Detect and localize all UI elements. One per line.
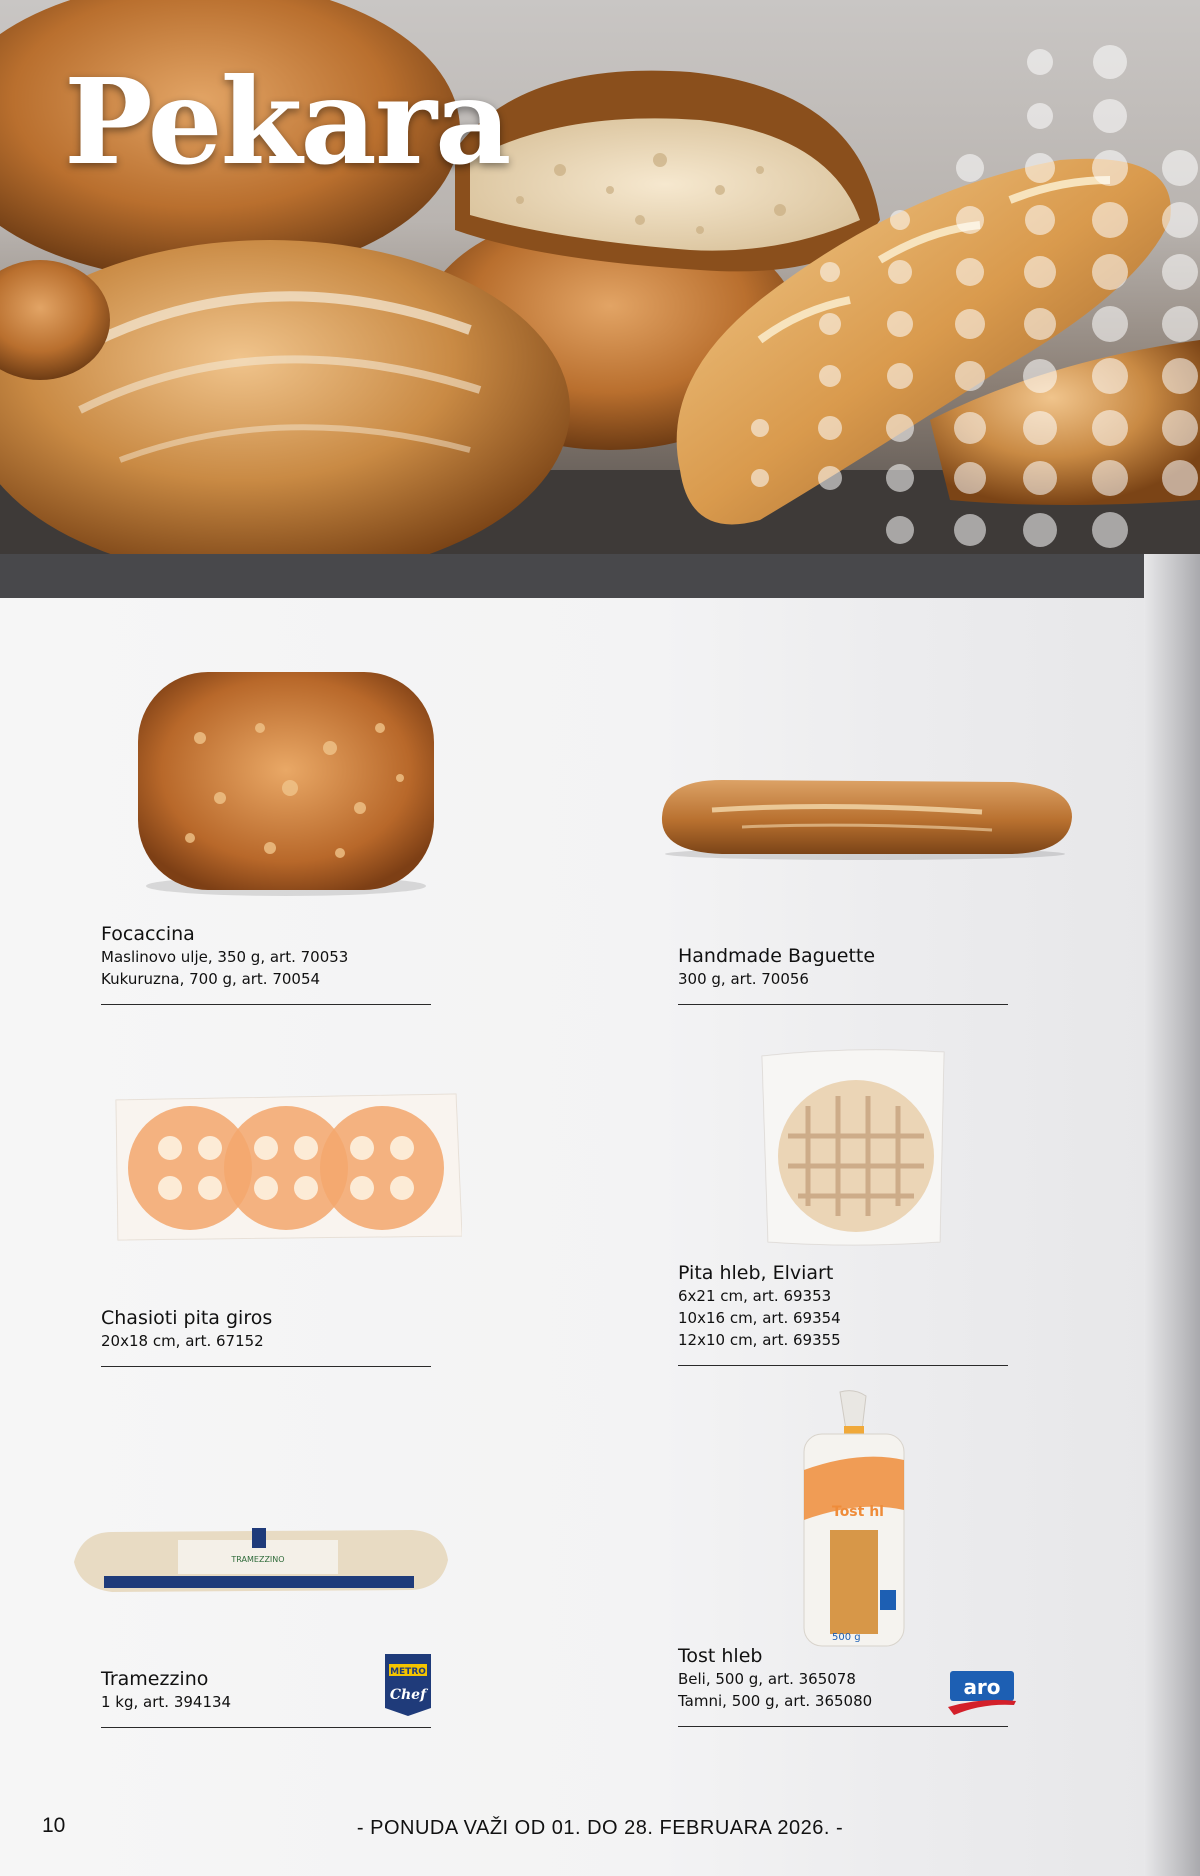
- product-name: Tost hleb: [678, 1645, 763, 1667]
- product-tramezzino: [101, 1667, 431, 1728]
- product-name: Tramezzino: [101, 1668, 209, 1690]
- product-handmade-baguette: [678, 944, 1008, 1005]
- product-name: Chasioti pita giros: [101, 1307, 273, 1329]
- product-divider: [678, 1726, 1008, 1727]
- baguette-image: [652, 772, 1078, 862]
- pita-giros-package-image: [110, 1088, 462, 1246]
- page-title: Pekara: [64, 52, 510, 191]
- product-divider: [101, 1727, 431, 1728]
- offer-validity-note: - PONUDA VAŽI OD 01. DO 28. FEBRUARA 2026. -: [356, 1817, 844, 1839]
- product-detail: 300 g, art. 70056: [678, 970, 809, 988]
- page-edge-shade: [1144, 554, 1200, 1876]
- product-detail: 12x10 cm, art. 69355: [678, 1331, 841, 1349]
- product-detail: Maslinovo ulje, 350 g, art. 70053: [101, 948, 349, 966]
- tramezzino-package-image: [72, 1526, 450, 1596]
- product-detail: 6x21 cm, art. 69353: [678, 1287, 832, 1305]
- header-band: [0, 554, 1144, 598]
- aro-logo: [946, 1669, 1018, 1717]
- tost-hleb-package-image: [800, 1390, 908, 1650]
- tost-pack-weight: 500 g: [832, 1632, 861, 1643]
- product-detail: 20x18 cm, art. 67152: [101, 1332, 264, 1350]
- product-detail: 10x16 cm, art. 69354: [678, 1309, 841, 1327]
- product-divider: [101, 1366, 431, 1367]
- tost-pack-label: Tost hl: [832, 1504, 884, 1520]
- product-chasioti-pita-giros: [101, 1306, 431, 1367]
- product-focaccina: [101, 922, 431, 1005]
- product-name: Handmade Baguette: [678, 945, 876, 967]
- metro-chef-logo: [383, 1652, 433, 1718]
- pita-hleb-package-image: [758, 1046, 948, 1248]
- svg-text:METRO: METRO: [390, 1667, 426, 1677]
- product-detail: Beli, 500 g, art. 365078: [678, 1670, 856, 1688]
- product-detail: Tamni, 500 g, art. 365080: [678, 1692, 873, 1710]
- product-divider: [678, 1365, 1008, 1366]
- product-name: Focaccina: [101, 923, 195, 945]
- product-divider: [101, 1004, 431, 1005]
- svg-text:aro: aro: [963, 1675, 1001, 1699]
- svg-text:Chef: Chef: [389, 1687, 427, 1703]
- product-detail: Kukuruzna, 700 g, art. 70054: [101, 970, 321, 988]
- hero-banner: [0, 0, 1200, 554]
- product-detail: 1 kg, art. 394134: [101, 1693, 232, 1711]
- product-divider: [678, 1004, 1008, 1005]
- product-pita-hleb-elviart: [678, 1261, 1008, 1366]
- page-number: 10: [42, 1814, 66, 1837]
- tramezzino-pack-label: TRAMEZZINO: [231, 1555, 285, 1564]
- product-name: Pita hleb, Elviart: [678, 1262, 834, 1284]
- focaccina-image: [130, 668, 442, 898]
